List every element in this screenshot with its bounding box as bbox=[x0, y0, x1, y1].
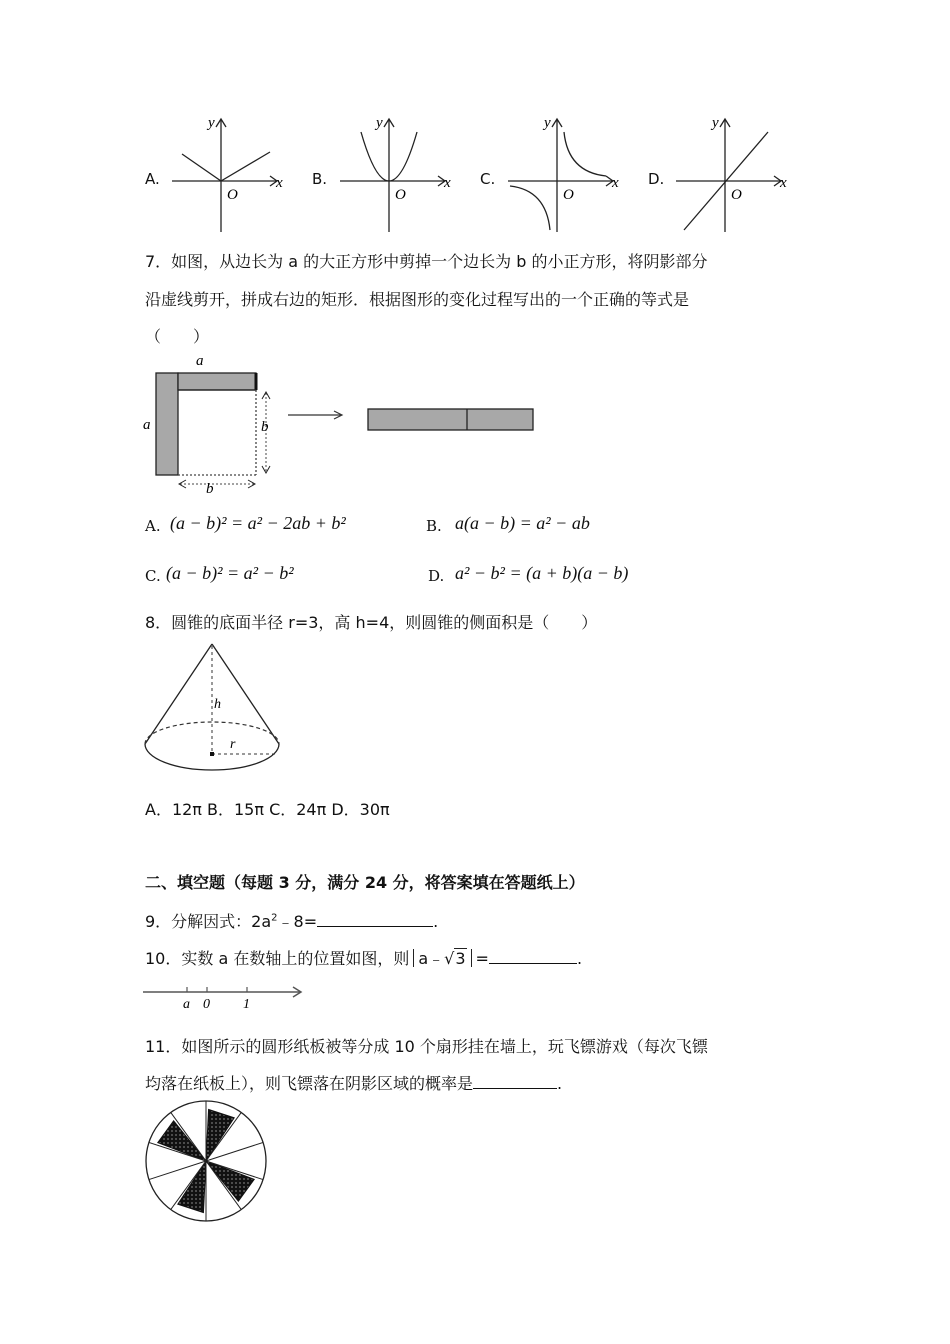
q8-stem: 8．圆锥的底面半径 r=3，高 h=4，则圆锥的侧面积是（ ） bbox=[145, 613, 598, 632]
q9-stem-end: . bbox=[433, 912, 439, 931]
graph-a-y-label: y bbox=[208, 115, 215, 131]
q9-exponent: 2 bbox=[271, 912, 278, 924]
q7-option-d-label: D. bbox=[428, 567, 445, 585]
graph-d-y-label: y bbox=[712, 115, 719, 131]
q11-stem-line1: 11．如图所示的圆形纸板被等分成 10 个扇形挂在墙上，玩飞镖游戏（每次飞镖 bbox=[145, 1037, 708, 1056]
q11-stem-line2-text: 均落在纸板上），则飞镖落在阴影区域的概率是 bbox=[145, 1074, 474, 1093]
q10-axis-label-0: 0 bbox=[203, 997, 210, 1012]
graph-b-x-label: x bbox=[444, 175, 451, 191]
q7-label-a-top: a bbox=[196, 353, 204, 369]
graph-d-origin-label: O bbox=[731, 187, 742, 203]
graph-d-line bbox=[674, 110, 794, 235]
q10-stem-prefix: 10．实数 a 在数轴上的位置如图，则 bbox=[145, 949, 410, 968]
graph-b-origin-label: O bbox=[395, 187, 406, 203]
q9-stem bbox=[145, 909, 438, 932]
q10-stem: 10．实数 a 在数轴上的位置如图，则 a﹣√3 = . bbox=[145, 949, 583, 968]
q7-option-b-expr: a(a − b) = a² − ab bbox=[455, 513, 590, 533]
q8-cone-figure bbox=[140, 640, 290, 780]
q9-stem-suffix: ﹣8= bbox=[277, 912, 318, 931]
q7-option-c-label: C. bbox=[145, 567, 161, 585]
q6-option-d-label: D. bbox=[648, 170, 665, 188]
q7-square-figure bbox=[135, 345, 555, 495]
q10-axis-label-a: a bbox=[183, 997, 190, 1012]
shaded-sector bbox=[158, 1121, 206, 1161]
q7-option-c-expr: (a − b)² = a² − b² bbox=[166, 563, 294, 583]
q10-stem-suffix: = bbox=[475, 949, 489, 968]
q7-option-a-label: A. bbox=[145, 517, 161, 535]
q7-stem-line3: （ ） bbox=[145, 327, 210, 346]
shaded-sector bbox=[206, 1161, 254, 1201]
q7-label-b-bottom: b bbox=[206, 481, 214, 497]
q10-abs-root: 3 bbox=[455, 949, 466, 968]
q9-answer-blank[interactable] bbox=[317, 912, 433, 927]
q11-stem-line2 bbox=[145, 1071, 562, 1094]
q7-option-b-label: B. bbox=[426, 517, 442, 535]
q8-label-h: h bbox=[214, 697, 221, 712]
q8-options: A．12π B．15π C．24π D．30π bbox=[145, 800, 390, 819]
q10-stem-end: . bbox=[576, 949, 583, 968]
q9-stem-prefix: 9．分解因式：2a bbox=[145, 912, 272, 931]
q7-label-b-right: b bbox=[261, 419, 269, 435]
section2-title: 二、填空题（每题 3 分，满分 24 分，将答案填在答题纸上） bbox=[145, 873, 585, 892]
q11-stem-end: . bbox=[557, 1074, 563, 1093]
q7-label-a-left: a bbox=[143, 417, 151, 433]
graph-c-x-label: x bbox=[612, 175, 619, 191]
q10-abs-expr: a﹣ bbox=[418, 949, 445, 968]
graph-a-origin-label: O bbox=[227, 187, 238, 203]
graph-a-absolute-value bbox=[170, 110, 290, 235]
q7-option-a-expr: (a − b)² = a² − 2ab + b² bbox=[170, 513, 346, 533]
graph-b-parabola bbox=[338, 110, 458, 235]
graph-c-y-label: y bbox=[544, 115, 551, 131]
graph-a-x-label: x bbox=[276, 175, 283, 191]
graph-d-x-label: x bbox=[780, 175, 787, 191]
q7-stem-line2: 沿虚线剪开，拼成右边的矩形．根据图形的变化过程写出的一个正确的等式是 bbox=[145, 290, 690, 309]
q10-answer-blank[interactable] bbox=[489, 949, 577, 964]
q8-label-r: r bbox=[230, 737, 236, 752]
q6-option-a-label: A. bbox=[145, 170, 160, 188]
q7-option-d-expr: a² − b² = (a + b)(a − b) bbox=[455, 563, 629, 583]
graph-c-origin-label: O bbox=[563, 187, 574, 203]
q11-answer-blank[interactable] bbox=[473, 1074, 557, 1089]
graph-c-hyperbola bbox=[506, 110, 626, 235]
q11-dartboard bbox=[143, 1098, 269, 1224]
q10-axis-label-1: 1 bbox=[243, 997, 250, 1012]
graph-b-y-label: y bbox=[376, 115, 383, 131]
q10-number-line bbox=[143, 982, 313, 1012]
q6-option-b-label: B. bbox=[312, 170, 328, 188]
q7-stem-line1: 7．如图，从边长为 a 的大正方形中剪掉一个边长为 b 的小正方形，将阴影部分 bbox=[145, 252, 708, 271]
q6-option-c-label: C. bbox=[480, 170, 496, 188]
